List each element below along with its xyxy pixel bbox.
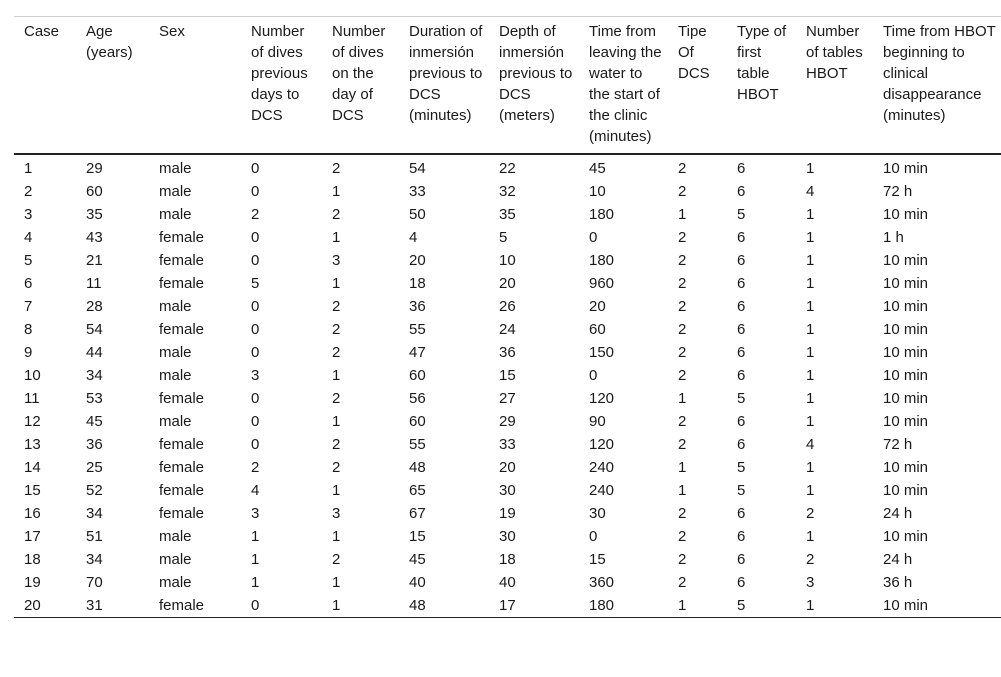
cell-time-to-clinic: 180 [589, 206, 615, 223]
cell-time-to-disappearance: 36 h [883, 574, 913, 591]
cell-sex: female [159, 482, 205, 499]
header-dcs-type: Tipe Of DCS [668, 17, 727, 155]
cell-sex: male [159, 344, 192, 361]
table-row [14, 594, 1001, 618]
cell-dcs-type: 1 [668, 594, 727, 618]
cell-age: 31 [76, 594, 149, 618]
header-time-to-clinic: Time from leaving the water to the start of the clinic (minutes) [579, 17, 668, 155]
cell-dives-previous-days: 4 [251, 482, 260, 499]
cell-time-to-clinic: 0 [589, 229, 598, 246]
cell-age: 60 [86, 183, 103, 200]
table-row [14, 295, 1001, 318]
cell-number-of-tables: 3 [806, 574, 815, 591]
cell-age: 35 [86, 206, 103, 223]
cell-duration: 56 [409, 390, 426, 407]
table-row [14, 571, 1001, 594]
cell-dives-previous-days: 0 [251, 390, 260, 407]
cell-number-of-tables: 1 [806, 344, 815, 361]
table-row [14, 548, 1001, 571]
cell-time-to-disappearance: 10 min [873, 594, 1001, 618]
cell-age: 36 [86, 436, 103, 453]
cell-first-table-type: 5 [737, 459, 746, 476]
cell-time-to-disappearance: 10 min [883, 390, 929, 407]
cell-number-of-tables: 1 [796, 594, 873, 618]
cell-time-to-clinic: 90 [589, 413, 606, 430]
cell-first-table-type: 6 [737, 275, 746, 292]
table-row [14, 410, 1001, 433]
table-row [14, 249, 1001, 272]
header-dives-same-day: Number of dives on the day of DCS [322, 17, 399, 155]
cell-duration: 65 [409, 482, 426, 499]
cell-time-to-clinic: 30 [589, 505, 606, 522]
cell-case: 7 [24, 298, 33, 315]
cell-dives-same-day: 2 [332, 160, 341, 177]
cell-sex: female [159, 321, 205, 338]
table-row [14, 272, 1001, 295]
table-row [14, 364, 1001, 387]
cell-dives-same-day: 2 [332, 551, 341, 568]
cell-case: 6 [24, 275, 33, 292]
cell-age: 11 [86, 275, 102, 292]
cell-sex: male [159, 574, 192, 591]
cell-dives-previous-days: 5 [251, 275, 260, 292]
cell-case: 2 [24, 183, 33, 200]
table-row [14, 433, 1001, 456]
table-row [14, 479, 1001, 502]
cell-depth: 5 [499, 229, 508, 246]
cell-sex: female [159, 275, 205, 292]
cell-dcs-type: 2 [678, 183, 687, 200]
cell-sex: male [159, 413, 192, 430]
cell-case: 17 [24, 528, 41, 545]
header-age: Age (years) [76, 17, 149, 155]
cell-number-of-tables: 1 [806, 229, 815, 246]
cell-time-to-disappearance: 72 h [883, 183, 913, 200]
cell-age: 29 [86, 160, 103, 177]
cell-dives-same-day: 1 [332, 574, 341, 591]
cell-first-table-type: 6 [737, 413, 746, 430]
cell-dives-previous-days: 0 [251, 298, 260, 315]
cell-age: 25 [86, 459, 103, 476]
cell-time-to-clinic: 120 [589, 436, 615, 453]
cell-depth: 27 [499, 390, 516, 407]
cell-dcs-type: 2 [678, 321, 687, 338]
cell-first-table-type: 6 [737, 183, 746, 200]
cell-dcs-type: 2 [678, 252, 687, 269]
cell-first-table-type: 5 [737, 390, 746, 407]
cell-duration: 60 [409, 367, 426, 384]
cell-sex: male [159, 551, 192, 568]
cell-time-to-clinic: 0 [589, 367, 598, 384]
cell-dives-same-day: 1 [332, 229, 341, 246]
cell-sex: female [149, 594, 241, 618]
cell-case: 4 [24, 229, 33, 246]
cell-time-to-disappearance: 24 h [883, 551, 913, 568]
cell-time-to-clinic: 15 [589, 551, 606, 568]
table-row [14, 180, 1001, 203]
cell-time-to-clinic: 45 [589, 160, 606, 177]
cell-sex: male [159, 160, 192, 177]
cell-dives-same-day: 1 [332, 275, 341, 292]
cell-number-of-tables: 1 [806, 206, 815, 223]
header-depth: Depth of inmersión previous to DCS (meters) [489, 17, 579, 155]
cell-sex: male [159, 206, 192, 223]
header-dives-previous-days: Number of dives previous days to DCS [241, 17, 322, 155]
cell-depth: 20 [499, 275, 516, 292]
cell-first-table-type: 6 [737, 321, 746, 338]
cell-dcs-type: 2 [678, 344, 687, 361]
cell-case: 12 [24, 413, 41, 430]
cell-age: 54 [86, 321, 103, 338]
cell-dives-previous-days: 0 [251, 436, 260, 453]
cell-number-of-tables: 1 [806, 390, 815, 407]
cell-time-to-clinic: 10 [589, 183, 606, 200]
cell-dives-previous-days: 0 [241, 594, 322, 618]
cell-time-to-disappearance: 10 min [883, 275, 929, 292]
cell-dives-previous-days: 0 [251, 183, 260, 200]
cell-sex: female [159, 459, 205, 476]
cell-case: 8 [24, 321, 33, 338]
cell-depth: 40 [499, 574, 516, 591]
cell-age: 44 [86, 344, 103, 361]
cell-time-to-clinic: 360 [589, 574, 615, 591]
cell-dcs-type: 1 [678, 206, 687, 223]
cell-dives-previous-days: 3 [251, 367, 260, 384]
cell-dives-same-day: 1 [332, 528, 341, 545]
cell-dives-previous-days: 2 [251, 206, 260, 223]
cell-depth: 36 [499, 344, 516, 361]
cell-depth: 30 [499, 528, 516, 545]
cell-depth: 29 [499, 413, 516, 430]
cell-age: 53 [86, 390, 103, 407]
cell-age: 51 [86, 528, 103, 545]
cell-number-of-tables: 1 [806, 298, 815, 315]
cell-age: 34 [86, 367, 103, 384]
cell-time-to-disappearance: 10 min [883, 206, 929, 223]
cell-depth: 26 [499, 298, 516, 315]
cell-depth: 32 [499, 183, 516, 200]
table-row [14, 456, 1001, 479]
cell-depth: 30 [499, 482, 516, 499]
cell-case: 1 [24, 160, 33, 177]
cell-first-table-type: 6 [737, 505, 746, 522]
cell-dcs-type: 2 [678, 275, 687, 292]
table-row [14, 318, 1001, 341]
table-row [14, 154, 1001, 180]
cell-dcs-type: 2 [678, 574, 687, 591]
cell-number-of-tables: 1 [806, 459, 815, 476]
cell-sex: male [159, 183, 192, 200]
cell-dives-same-day: 1 [332, 367, 341, 384]
cell-age: 43 [86, 229, 103, 246]
cell-time-to-disappearance: 1 h [883, 229, 904, 246]
cell-dives-previous-days: 1 [251, 574, 260, 591]
cell-number-of-tables: 1 [806, 252, 815, 269]
cell-first-table-type: 6 [737, 436, 746, 453]
cell-case: 13 [24, 436, 41, 453]
cell-depth: 22 [499, 160, 516, 177]
cell-case: 11 [24, 390, 40, 407]
cell-duration: 20 [409, 252, 426, 269]
cell-time-to-clinic: 60 [589, 321, 606, 338]
cell-time-to-disappearance: 10 min [883, 367, 929, 384]
header-number-of-tables: Number of tables HBOT [796, 17, 873, 155]
cell-duration: 36 [409, 298, 426, 315]
cell-time-to-clinic: 120 [589, 390, 615, 407]
cell-time-to-disappearance: 10 min [883, 528, 929, 545]
cell-dcs-type: 2 [678, 160, 687, 177]
cell-time-to-disappearance: 10 min [883, 344, 929, 361]
cell-dives-previous-days: 0 [251, 160, 260, 177]
table-row [14, 387, 1001, 410]
dcs-cases-table [14, 16, 1001, 618]
table-row [14, 525, 1001, 548]
cell-dcs-type: 2 [678, 298, 687, 315]
cell-case: 9 [24, 344, 33, 361]
cell-time-to-disappearance: 10 min [883, 413, 929, 430]
cell-sex: female [159, 505, 205, 522]
cell-duration: 67 [409, 505, 426, 522]
cell-case: 3 [24, 206, 33, 223]
cell-time-to-disappearance: 10 min [883, 459, 929, 476]
cell-case: 18 [24, 551, 41, 568]
cell-dives-previous-days: 1 [251, 528, 260, 545]
cell-duration: 48 [399, 594, 489, 618]
cell-dives-previous-days: 1 [251, 551, 260, 568]
table-row [14, 341, 1001, 364]
cell-duration: 50 [409, 206, 426, 223]
cell-first-table-type: 6 [737, 344, 746, 361]
header-first-table-type: Type of first table HBOT [727, 17, 796, 155]
cell-case: 14 [24, 459, 41, 476]
cell-number-of-tables: 1 [806, 160, 815, 177]
cell-time-to-disappearance: 10 min [883, 482, 929, 499]
cell-first-table-type: 6 [737, 160, 746, 177]
cell-age: 45 [86, 413, 103, 430]
cell-case: 15 [24, 482, 41, 499]
cell-time-to-clinic: 960 [589, 275, 615, 292]
cell-case: 16 [24, 505, 41, 522]
cell-dcs-type: 2 [678, 436, 687, 453]
cell-age: 21 [86, 252, 103, 269]
cell-depth: 24 [499, 321, 516, 338]
cell-time-to-disappearance: 10 min [883, 252, 929, 269]
cell-number-of-tables: 4 [806, 436, 815, 453]
table-row [14, 203, 1001, 226]
cell-case: 20 [14, 594, 76, 618]
table-container [14, 16, 1001, 618]
cell-dcs-type: 2 [678, 229, 687, 246]
cell-sex: female [159, 229, 205, 246]
cell-duration: 54 [409, 160, 426, 177]
cell-number-of-tables: 1 [806, 367, 815, 384]
cell-time-to-clinic: 180 [589, 252, 615, 269]
cell-time-to-disappearance: 10 min [883, 160, 929, 177]
cell-number-of-tables: 1 [806, 528, 815, 545]
cell-age: 70 [86, 574, 103, 591]
cell-time-to-clinic: 20 [589, 298, 606, 315]
table-row [14, 502, 1001, 525]
cell-case: 5 [24, 252, 33, 269]
cell-dives-same-day: 2 [332, 344, 341, 361]
cell-first-table-type: 6 [737, 551, 746, 568]
table-body [14, 154, 1001, 618]
cell-sex: male [159, 367, 192, 384]
cell-age: 52 [86, 482, 103, 499]
cell-number-of-tables: 1 [806, 275, 815, 292]
cell-dives-same-day: 1 [332, 183, 341, 200]
cell-dives-previous-days: 0 [251, 252, 260, 269]
cell-duration: 55 [409, 436, 426, 453]
cell-first-table-type: 6 [737, 252, 746, 269]
cell-number-of-tables: 2 [806, 505, 815, 522]
cell-case: 10 [24, 367, 41, 384]
cell-duration: 4 [409, 229, 418, 246]
cell-time-to-clinic: 180 [579, 594, 668, 618]
cell-dcs-type: 2 [678, 367, 687, 384]
cell-number-of-tables: 4 [806, 183, 815, 200]
cell-number-of-tables: 1 [806, 321, 815, 338]
cell-duration: 40 [409, 574, 426, 591]
cell-duration: 45 [409, 551, 426, 568]
cell-dcs-type: 1 [678, 482, 687, 499]
cell-number-of-tables: 1 [806, 482, 815, 499]
cell-dcs-type: 1 [678, 459, 687, 476]
cell-duration: 15 [409, 528, 426, 545]
cell-dives-same-day: 2 [332, 206, 341, 223]
cell-duration: 55 [409, 321, 426, 338]
cell-dives-same-day: 2 [332, 390, 341, 407]
cell-dives-same-day: 2 [332, 459, 341, 476]
cell-depth: 10 [499, 252, 516, 269]
cell-first-table-type: 6 [737, 298, 746, 315]
cell-sex: female [159, 390, 205, 407]
cell-depth: 20 [499, 459, 516, 476]
cell-dives-same-day: 1 [332, 482, 341, 499]
cell-dives-same-day: 2 [332, 321, 341, 338]
cell-dcs-type: 2 [678, 528, 687, 545]
cell-depth: 18 [499, 551, 516, 568]
cell-time-to-clinic: 0 [589, 528, 598, 545]
cell-dcs-type: 2 [678, 505, 687, 522]
header-sex: Sex [149, 17, 241, 155]
cell-first-table-type: 5 [737, 206, 746, 223]
cell-first-table-type: 6 [737, 229, 746, 246]
cell-dives-previous-days: 0 [251, 229, 260, 246]
cell-number-of-tables: 2 [806, 551, 815, 568]
cell-dives-previous-days: 0 [251, 344, 260, 361]
cell-first-table-type: 5 [727, 594, 796, 618]
cell-time-to-disappearance: 10 min [883, 321, 929, 338]
cell-first-table-type: 5 [737, 482, 746, 499]
cell-dives-previous-days: 2 [251, 459, 260, 476]
header-duration: Duration of inmersión previous to DCS (minutes) [399, 17, 489, 155]
cell-dives-same-day: 1 [332, 413, 341, 430]
cell-duration: 48 [409, 459, 426, 476]
cell-dives-same-day: 1 [322, 594, 399, 618]
cell-dives-previous-days: 0 [251, 413, 260, 430]
cell-dcs-type: 1 [678, 390, 687, 407]
table-header [14, 17, 1001, 155]
cell-sex: male [159, 528, 192, 545]
cell-age: 28 [86, 298, 103, 315]
cell-duration: 18 [409, 275, 426, 292]
cell-depth: 17 [489, 594, 579, 618]
cell-dcs-type: 2 [678, 551, 687, 568]
cell-duration: 60 [409, 413, 426, 430]
cell-dives-previous-days: 3 [251, 505, 260, 522]
cell-time-to-disappearance: 24 h [883, 505, 913, 522]
cell-time-to-clinic: 240 [589, 459, 615, 476]
cell-sex: female [159, 436, 205, 453]
cell-time-to-clinic: 150 [589, 344, 615, 361]
cell-case: 19 [24, 574, 41, 591]
cell-number-of-tables: 1 [806, 413, 815, 430]
cell-first-table-type: 6 [737, 367, 746, 384]
cell-age: 34 [86, 551, 103, 568]
cell-dcs-type: 2 [678, 413, 687, 430]
header-time-to-disappearance: Time from HBOT beginning to clinical disappearance (minutes) [873, 17, 1001, 155]
cell-duration: 33 [409, 183, 426, 200]
cell-time-to-disappearance: 72 h [883, 436, 913, 453]
cell-age: 34 [86, 505, 103, 522]
cell-dives-same-day: 2 [332, 298, 341, 315]
table-row [14, 226, 1001, 249]
header-case: Case [14, 17, 76, 155]
cell-depth: 19 [499, 505, 516, 522]
cell-dives-previous-days: 0 [251, 321, 260, 338]
cell-dives-same-day: 2 [332, 436, 341, 453]
cell-dives-same-day: 3 [332, 252, 341, 269]
cell-first-table-type: 6 [737, 574, 746, 591]
cell-time-to-disappearance: 10 min [883, 298, 929, 315]
cell-first-table-type: 6 [737, 528, 746, 545]
cell-duration: 47 [409, 344, 426, 361]
cell-sex: female [159, 252, 205, 269]
cell-depth: 33 [499, 436, 516, 453]
cell-dives-same-day: 3 [332, 505, 341, 522]
cell-depth: 15 [499, 367, 516, 384]
cell-time-to-clinic: 240 [589, 482, 615, 499]
cell-depth: 35 [499, 206, 516, 223]
cell-sex: male [159, 298, 192, 315]
header-row [14, 17, 1001, 155]
